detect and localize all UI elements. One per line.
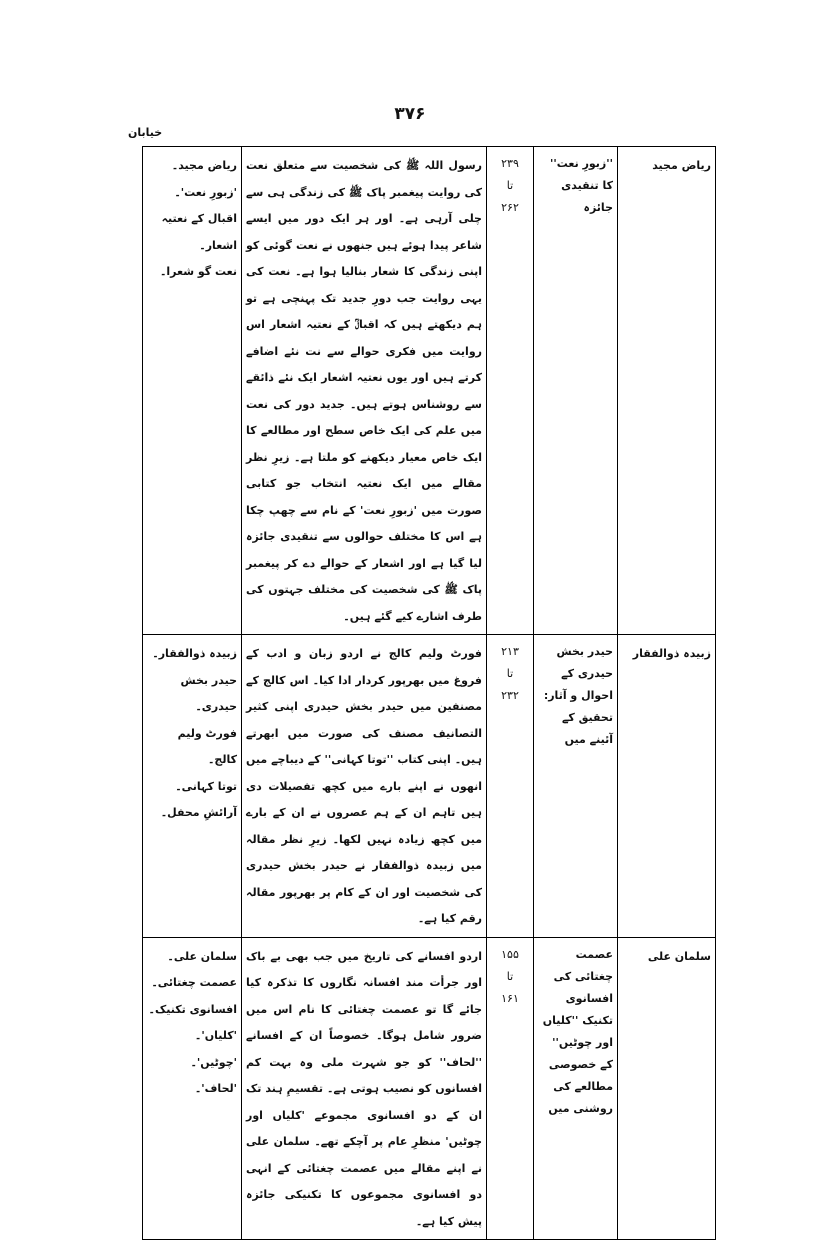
page-to: تا bbox=[506, 667, 514, 680]
keyword: اشعار۔ bbox=[199, 238, 237, 252]
keyword: افسانوی تکنیک۔ bbox=[148, 1002, 237, 1016]
table-row bbox=[143, 937, 716, 1240]
author-name: زبیدہ ذوالفقار bbox=[618, 635, 716, 938]
table-row bbox=[143, 147, 716, 635]
page-range bbox=[487, 147, 534, 635]
keyword: 'لحاف'۔ bbox=[194, 1082, 237, 1095]
page-range bbox=[487, 635, 534, 938]
keyword: عصمت چغتائی۔ bbox=[151, 976, 237, 989]
article-summary: رسول اللہ ﷺ کی شخصیت سے متعلق نعت کی روایت پیغمبر پاک ﷺ کی زندگی ہی سے چلی آرہی ہے۔ اور ہر ایک دور میں ایسے شاعر پیدا ہوئے ہیں جنھوں نے نعت گوئی کو اپنی زندگی کا شعار بنالیا ہوا ہے۔ نعت کی یہی روایت جب دورِ جدید تک پہنچی ہے تو ہم دیکھتے ہیں کہ اقبالؒ کے نعتیہ اشعار اس روایت میں فکری حوالے سے نت نئے اضافے کرتے ہیں اور یوں نعتیہ اشعار ایک نئے ذائقے سے روشناس ہوتے ہیں۔ جدید دور کی نعت میں علم کی ایک خاص سطح اور مطالعے کا ایک خاص معیار دیکھنے کو ملتا ہے۔ زیرِ نظر مقالے میں ایک نعتیہ انتخاب جو کتابی صورت میں 'زبورِ نعت' کے نام سے چھپ چکا ہے اس کا مختلف حوالوں سے تنقیدی جائزہ لیا گیا ہے اور اشعار کے حوالے دے کر پیغمبر پاک ﷺ کی شخصیت کی مختلف جہتوں کی طرف اشارے کیے گئے ہیں۔ bbox=[242, 147, 487, 635]
page-to: تا bbox=[506, 969, 514, 983]
keyword: 'چوٹیں'۔ bbox=[190, 1055, 237, 1069]
keyword: ریاض مجید۔ bbox=[171, 159, 237, 172]
keyword: 'کلیاں'۔ bbox=[194, 1029, 237, 1042]
page-range bbox=[487, 937, 534, 1240]
keywords-list bbox=[143, 147, 242, 635]
keyword: فورٹ ولیم کالج۔ bbox=[177, 726, 237, 766]
keyword: سلمان علی۔ bbox=[167, 949, 237, 963]
author-name: ریاض مجید bbox=[618, 147, 716, 635]
keyword: آرائشِ محفل۔ bbox=[160, 806, 237, 819]
author-name: سلمان علی bbox=[618, 937, 716, 1240]
keyword: زبیدہ ذوالفقار۔ bbox=[152, 647, 237, 660]
article-summary: اردو افسانے کی تاریخ میں جب بھی بے باک اور جرأت مند افسانہ نگاروں کا تذکرہ کیا جائے گا تو عصمت چغتائی کا نام اس میں ضرور شامل ہوگا۔ خصوصاً ان کے افسانے ''لحاف'' کو جو شہرت ملی وہ بہت کم افسانوں کو نصیب ہوتی ہے۔ تقسیمِ ہند تک ان کے دو افسانوی مجموعے 'کلیاں اور چوٹیں' منظرِ عام پر آچکے تھے۔ سلمان علی نے اپنے مقالے میں عصمت چغتائی کے انہی دو افسانوی مجموعوں کا تکنیکی جائزہ پیش کیا ہے۔ bbox=[242, 937, 487, 1240]
page-start: ۲۳۹ bbox=[501, 157, 519, 170]
articles-table bbox=[142, 146, 716, 1240]
page-end: ۲۶۲ bbox=[501, 201, 519, 214]
keywords-list bbox=[143, 635, 242, 938]
keyword: اقبال کے نعتیہ bbox=[161, 212, 237, 225]
keywords-list bbox=[143, 937, 242, 1240]
page-number: ۳۷۶ bbox=[394, 104, 426, 124]
page-to: تا bbox=[506, 179, 514, 192]
page-start: ۲۱۳ bbox=[501, 645, 519, 658]
article-summary: فورٹ ولیم کالج نے اردو زبان و ادب کے فروغ میں بھرپور کردار ادا کیا۔ اس کالج کے مصنفین میں حیدر بخش حیدری اپنی کثیر التصانیف مصنف کی صورت میں ابھرتے ہیں۔ اپنی کتاب ''توتا کہانی'' کے دیباچے میں انھوں نے اپنے بارے میں کچھ تفصیلات دی ہیں تاہم ان کے ہم عصروں نے ان کے بارے میں کچھ زیادہ نہیں لکھا۔ زیرِ نظر مقالہ میں زبیدہ ذوالفقار نے حیدر بخش حیدری کی شخصیت اور ان کے کام پر بھرپور مقالہ رقم کیا ہے۔ bbox=[242, 635, 487, 938]
keyword: 'زبورِ نعت'۔ bbox=[174, 185, 237, 199]
journal-name: خیابان bbox=[128, 126, 163, 139]
table-row bbox=[143, 635, 716, 938]
keyword: حیدر بخش حیدری۔ bbox=[180, 673, 237, 713]
keyword: نعت گو شعرا۔ bbox=[159, 265, 237, 278]
page-start: ۱۵۵ bbox=[501, 947, 519, 961]
article-title: ''زبورِ نعت'' کا تنقیدی جائزہ bbox=[534, 147, 618, 635]
page-end: ۱۶۱ bbox=[501, 991, 519, 1005]
page-end: ۲۳۲ bbox=[501, 689, 519, 702]
article-title: عصمت چغتائی کی افسانوی تکنیک ''کلیاں اور چوٹیں'' کے خصوصی مطالعے کی روشنی میں bbox=[534, 937, 618, 1240]
keyword: توتا کہانی۔ bbox=[175, 779, 237, 793]
article-title: حیدر بخش حیدری کے احوال و آثار: تحقیق کے آئینے میں bbox=[534, 635, 618, 938]
